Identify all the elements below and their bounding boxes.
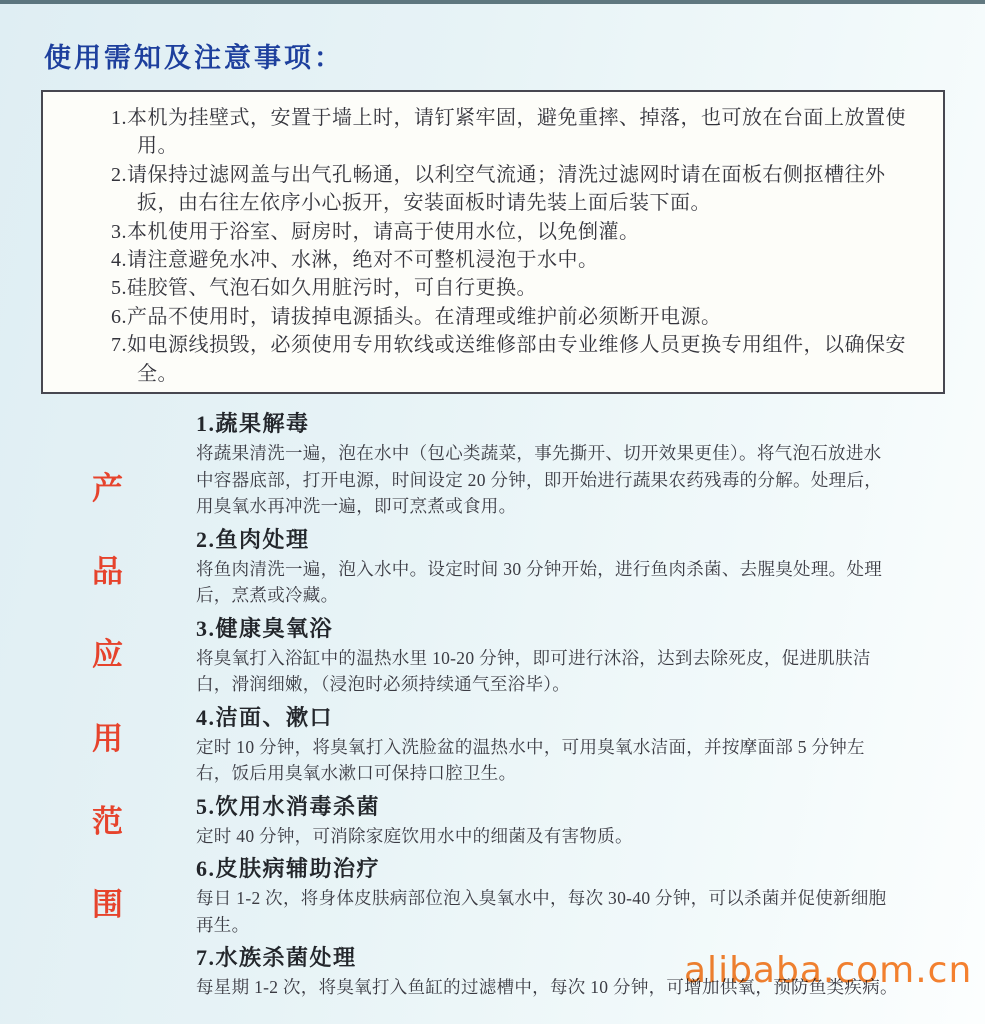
notice-item: 6.产品不使用时，请拔掉电源插头。在清理或维护前必须断开电源。 — [111, 305, 722, 328]
app-section-body: 将蔬果清洗一遍，泡在水中（包心类蔬菜，事先撕开、切开效果更佳）。将气泡石放进水中容器底部，打开电源，时间设定 20 分钟，即开始进行蔬果农药残毒的分解。处理后，用臭氧水再冲洗一遍，即可烹煮或食用。 — [196, 443, 883, 516]
notice-item: 4.请注意避免水冲、水淋，绝对不可整机浸泡于水中。 — [111, 249, 599, 272]
vertical-label-char: 品 — [92, 554, 123, 590]
app-section-body: 定时 40 分钟，可消除家庭饮用水中的细菌及有害物质。 — [196, 825, 633, 846]
app-section — [196, 615, 898, 698]
vertical-label-char: 围 — [92, 886, 123, 922]
application-sections — [196, 410, 898, 1007]
vertical-label-char: 范 — [92, 803, 123, 839]
app-section-heading: 1.蔬果解毒 — [196, 411, 310, 436]
alibaba-watermark: alibaba.com.cn — [684, 950, 973, 991]
page-title: 使用需知及注意事项： — [44, 43, 344, 73]
app-section-heading: 4.洁面、漱口 — [196, 704, 334, 730]
app-section-heading: 6.皮肤病辅助治疗 — [196, 856, 381, 881]
app-section-body: 每星期 1-2 次，将臭氧打入鱼缸的过滤槽中，每次 10 分钟，可增加供氧，预防鱼类疾病。 — [196, 977, 898, 997]
scan-top-edge — [0, 0, 985, 4]
app-section-body: 定时 10 分钟，将臭氧打入洗脸盆的温热水中，可用臭氧水洁面，并按摩面部 5 分钟左右，饭后用臭氧水漱口可保持口腔卫生。 — [196, 736, 865, 783]
app-section-body: 将臭氧打入浴缸中的温热水里 10-20 分钟，即可进行沐浴，达到去除死皮，促进肌肤洁白，滑润细嫩，（浸泡时必须持续通气至浴毕）。 — [196, 647, 871, 694]
app-section-body: 将鱼肉清洗一遍，泡入水中。设定时间 30 分钟开始，进行鱼肉杀菌、去腥臭处理。处理后，烹煮或冷藏。 — [196, 558, 883, 605]
app-section-body: 每日 1-2 次，将身体皮肤病部位泡入臭氧水中，每次 30-40 分钟，可以杀菌并促使新细胞再生。 — [196, 888, 887, 935]
vertical-label-char: 用 — [92, 720, 123, 756]
app-section — [196, 793, 898, 850]
notice-box — [41, 90, 945, 394]
app-section-heading: 5.饮用水消毒杀菌 — [196, 793, 381, 819]
notice-item: 5.硅胶管、气泡石如久用脏污时，可自行更换。 — [111, 277, 537, 300]
app-section — [196, 526, 898, 609]
app-section-heading: 3.健康臭氧浴 — [196, 615, 334, 641]
notice-item: 2.请保持过滤网盖与出气孔畅通，以利空气流通；清洗过滤网时请在面板右侧抠槽往外扳，由右往左依序小心扳开，安装面板时请先装上面后装下面。 — [111, 163, 886, 215]
app-section-heading: 7.水族杀菌处理 — [196, 945, 357, 970]
vertical-label-char: 产 — [92, 471, 123, 506]
vertical-label-char: 应 — [92, 637, 123, 673]
notice-item: 3.本机使用于浴室、厨房时，请高于使用水位，以免倒灌。 — [111, 220, 640, 243]
product-application-scope-label — [92, 472, 123, 922]
app-section — [196, 704, 898, 787]
notice-item: 1.本机为挂壁式，安置于墙上时，请钉紧牢固，避免重摔、掉落，也可放在台面上放置使用。 — [111, 107, 906, 158]
app-section-heading: 2.鱼肉处理 — [196, 526, 310, 552]
app-section — [196, 855, 898, 938]
notice-item: 7.如电源线损毁，必须使用专用软线或送维修部由专业维修人员更换专用组件，以确保安全。 — [111, 334, 906, 385]
app-section — [196, 410, 898, 520]
